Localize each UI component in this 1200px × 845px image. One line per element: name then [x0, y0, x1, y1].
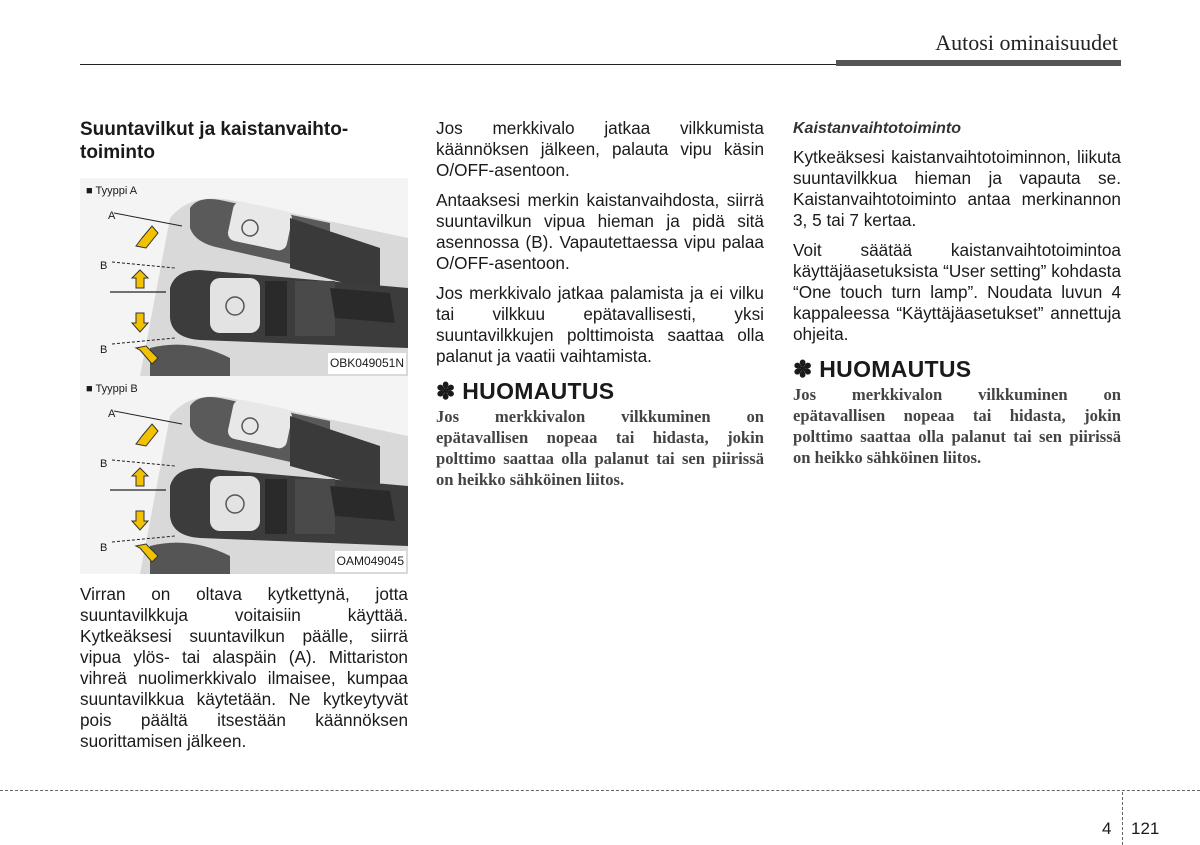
marker-b-upper: B [100, 260, 108, 272]
figure-label: ■ Tyyppi B [86, 383, 138, 395]
marker-b-lower: B [100, 542, 108, 554]
page-number: 121 [1131, 819, 1160, 838]
body-paragraph: Virran on oltava kytkettynä, jotta suuntavilkkuja voitaisiin käyttää. Kytkeäksesi suuntavilkun päälle, siirrä vipua ylös- tai alaspäin (A). Mittariston vihreä nuolimerkkivalo ilmaisee, kumpaa suuntavilkkua käytetään. Ne kytkeytyvät pois päältä itsestään käännöksen suorittamisen jälkeen. [80, 584, 408, 751]
column-2 [436, 118, 764, 490]
section-number: 4 [1102, 819, 1112, 838]
note-title: ✽ HUOMAUTUS [793, 356, 972, 382]
body-paragraph: Jos merkkivalo jatkaa palamista ja ei vilku tai vilkkuu epätavallisesti, yksi suuntavilkkujen polttimoista saattaa olla palanut ja vaatii vaihtamista. [436, 283, 764, 366]
column-3 [793, 118, 1121, 468]
note-body: Jos merkkivalon vilkkuminen on epätavallisen nopeaa tai hidasta, jokin polttimo saattaa olla palanut tai sen piirissä on heikko sähköinen liitos. [436, 407, 764, 489]
note-title: ✽ HUOMAUTUS [436, 378, 615, 404]
section-heading: Suuntavilkut ja kaistanvaihto-toiminto [80, 119, 349, 163]
footer-rule [0, 790, 1200, 791]
stalk-illustration-b [80, 376, 408, 574]
body-paragraph: Jos merkkivalo jatkaa vilkkumista käännöksen jälkeen, palauta vipu käsin O/OFF-asentoon. [436, 118, 764, 180]
stalk-illustration-a [80, 178, 408, 376]
note-body: Jos merkkivalon vilkkuminen on epätavallisen nopeaa tai hidasta, jokin polttimo saattaa olla palanut tai sen piirissä on heikko sähköinen liitos. [793, 385, 1121, 467]
subsection-heading: Kaistanvaihtotoiminto [793, 120, 962, 137]
header-rule [80, 64, 840, 65]
figure-type-b [80, 376, 408, 574]
body-paragraph: Voit säätää kaistanvaihtotoimintoa käyttäjäasetuksista “User setting” kohdasta “One touch turn lamp”. Noudata luvun 4 kappaleessa “Käyttäjäasetukset” annettuja ohjeita. [793, 240, 1121, 344]
figure-code: OBK049051N [328, 353, 406, 374]
marker-a: A [108, 210, 116, 222]
footer-divider [1122, 792, 1123, 845]
figure-label: ■ Tyyppi A [86, 185, 138, 197]
figure-type-a [80, 178, 408, 376]
figure-code: OAM049045 [335, 551, 406, 572]
marker-a: A [108, 408, 116, 420]
column-1 [80, 118, 408, 761]
marker-b-upper: B [100, 458, 108, 470]
running-header: Autosi ominaisuudet [935, 30, 1118, 55]
marker-b-lower: B [100, 344, 108, 356]
body-paragraph: Kytkeäksesi kaistanvaihtotoiminnon, liikuta suuntavilkkua hieman ja vapauta se. Kaistanvaihtotoiminto antaa merkinannon 3, 5 tai 7 kertaa. [793, 147, 1121, 230]
body-paragraph: Antaaksesi merkin kaistanvaihdosta, siirrä suuntavilkun vipua hieman ja pidä sitä asennossa (B). Vapautettaessa vipu palaa O/OFF-asentoon. [436, 190, 764, 273]
header-rule-thick [836, 60, 1121, 66]
